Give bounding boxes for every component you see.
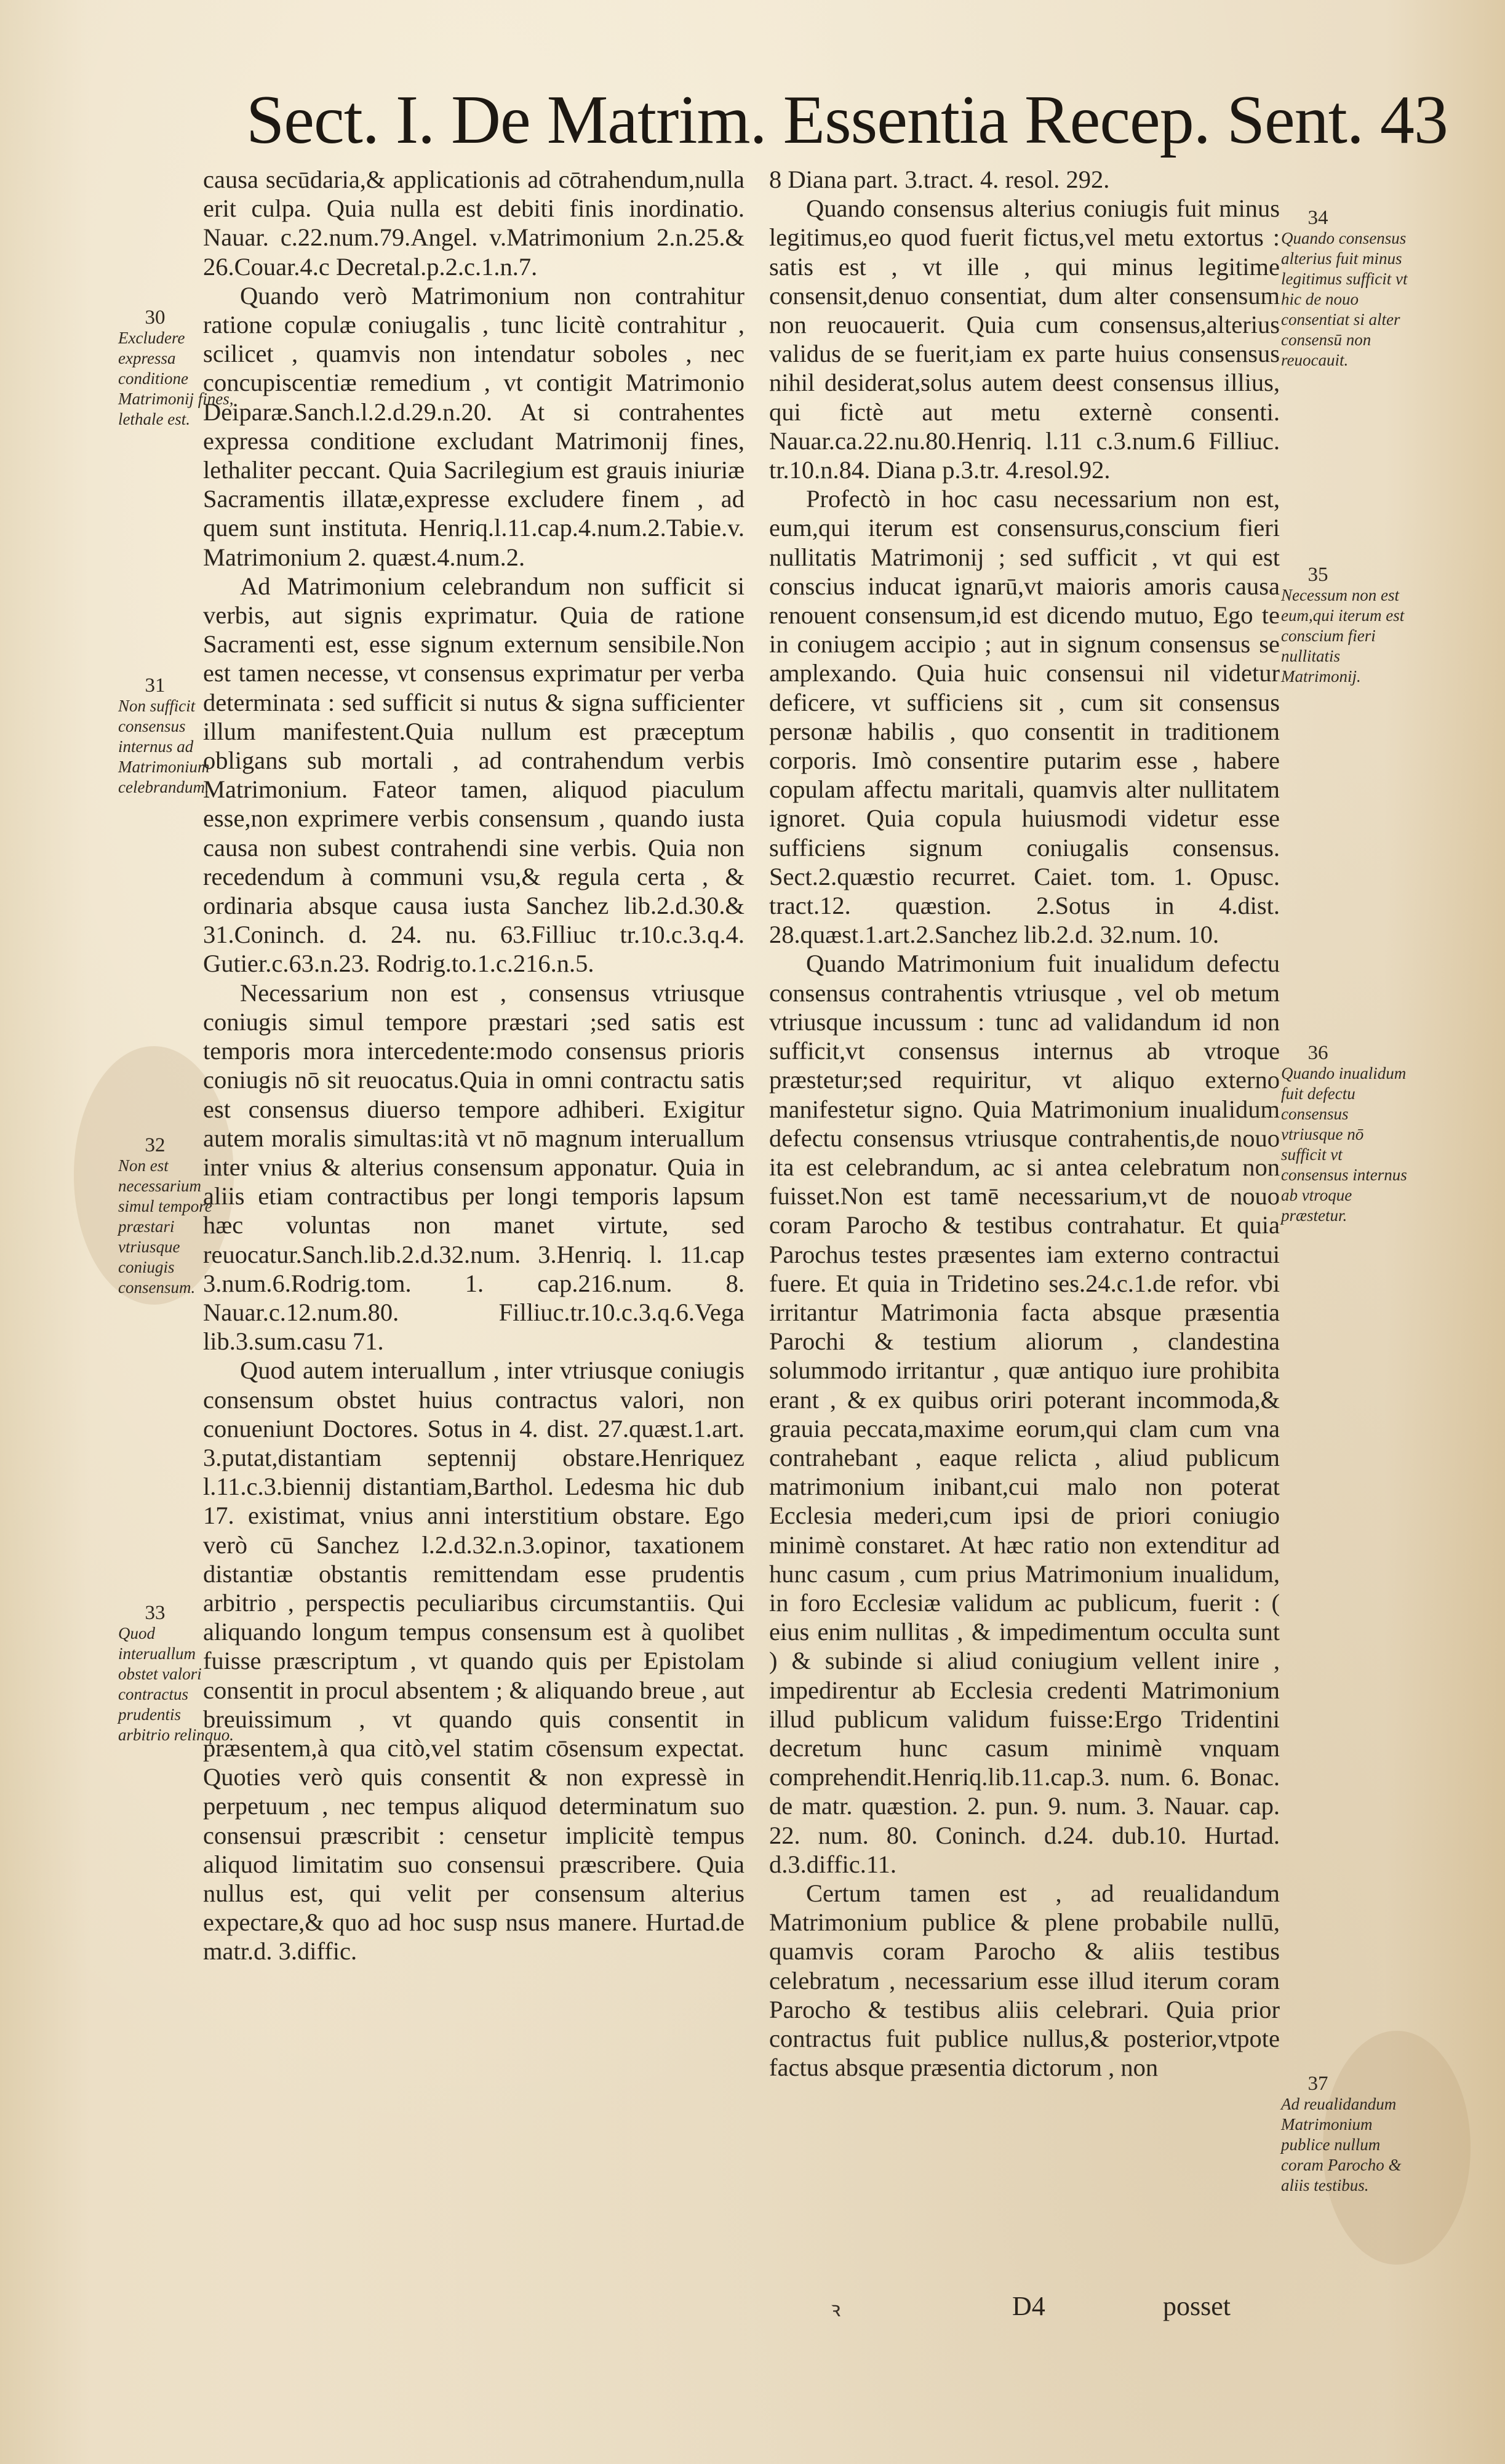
- paragraph: causa secūdaria,& applicationis ad cōtrahendum,nulla erit culpa. Quia nulla est debiti finis inordinatio. Nauar. c.22.num.79.Angel. v.Matrimonium 2.n.25.& 26.Couar.4.c Decretal.p.2.c.1.n.7.: [203, 166, 745, 281]
- margin-note-number: 35: [1307, 564, 1328, 586]
- margin-note-text: Quando consensus alterius fuit minus legitimus sufficit vt hic de nouo consentiat si alter consensū non reuocauit.: [1281, 229, 1408, 369]
- printer-mark: ꝛ: [831, 2298, 841, 2321]
- header-title: Sect. I. De Matrim. Essentia Recep. Sent.: [246, 82, 1363, 158]
- margin-note-34: [1281, 208, 1410, 370]
- paragraph: Necessarium non est , consensus vtriusque coniugis simul tempore præstari ;sed satis est temporis mora intercedente:modo consensus prioris coniugis nō sit reuocatus.Quia in omni contractu satis est consensus diuerso tempore adhiberi. Exigitur autem moralis simultas:ità vt nō magnum interuallum inter vnius & alterius consensum apponatur. Quia in aliis etiam contractibus per longi temporis lapsum hæc voluntas non manet virtute, sed reuocatur.Sanch.lib.2.d.32.num. 3.Henriq. l. 11.cap 3.num.6.Rodrig.tom. 1. cap.216.num. 8. Nauar.c.12.num.80. Filliuc.tr.10.c.3.q.6.Vega lib.3.sum.casu 71.: [203, 978, 745, 1356]
- margin-note-text: Excludere expressa conditione Matrimonij fines, lethale est.: [118, 329, 234, 428]
- paragraph: Quod autem interuallum , inter vtriusque coniugis consensum obstet huius contractus valori, non conueniunt Doctores. Sotus in 4. dist. 27.quæst.1.art. 3.putat,distantiam septennij obstare.Henriquez l.11.c.3.biennij distantiam,Barthol. Ledesma hic dub 17. existimat, vnius anni interstitium obstare. Ego verò cū Sanchez l.2.d.32.n.3.opinor, taxationem distantiæ obstantis remittendam esse prudentis arbitrio , perspectis peculiaribus circumstantiis. Qui aliquando longum tempus consensum est à quolibet fuisse præscriptum , vt quando quis per Epistolam consentit in procul absentem ; & aliquando breue , aut breuissimum , vt quando quis consentit in præsentem,à qua citò,vel statim cōsensum expectat. Quoties verò quis consentit & non expressè in perpetuum , nec tempus aliquod determinatum suo consensui præscribit : censetur implicitè tempus aliquod limitatim suo consensui præscribere. Quia nullus est, qui velit per consensum alterius expectare,& quo ad hoc susp nsus manere. Hurtad.de matr.d. 3.diffic.: [203, 1356, 745, 1966]
- paragraph: Certum tamen est , ad reualidandum Matrimonium publice & plene probabile nullū, quamvis coram Parocho & aliis testibus celebratum , necessarium esse illud iterum coram Parocho & testibus aliis celebrari. Quia prior contractus fuit publice nullus,& posterior,vtpote factus absque præsentia dictorum , non: [769, 1879, 1280, 2082]
- margin-note-text: Quando inualidum fuit defectu consensus vtriusque nō sufficit vt consensus internus ab vtroque præstetur.: [1281, 1064, 1407, 1225]
- paragraph: Quando Matrimonium fuit inualidum defectu consensus contrahentis vtriusque , vel ob metum vtriusque incussum : tunc ad validandum id non sufficit,vt consensus internus ab vtroque præstetur;sed requiritur, vt aliquo externo manifestetur signo. Quia Matrimonium inualidum defectu consensus vtriusque contrahentis,de nouo ita est celebrandum, ac si antea celebratum non fuisset.Non est tamē necessarium,vt de nouo coram Parocho & testibus contrahatur. Et quia Parochus testes præsentes iam externo contractui fuere. Et quia in Tridetino ses.24.c.1.de refor. vbi irritantur Matrimonia facta absque præsentia Parochi & testium aliorum , clandestina solummodo irritantur , quæ antiquo iure prohibita erant , & ex quibus oriri poterant incommoda,& grauia peccata,maxime eorum,qui clam cum vna contrahebant , eaque relicta , aliud publicum matrimonium inibant,cui malo non poterat Ecclesia mederi,cum ipsi de priori coniugio minimè constaret. At hæc ratio non extenditur ad hunc casum , cum prius Matrimonium inualidum, in foro Ecclesiæ validum ac publicum, fuerit : ( eius enim nullitas , & impedimentum occulta sunt ) & subinde si aliud coniugium vellent inire , impedirentur ab Ecclesia credenti Matrimonium illud publicum validum fuisse:Ergo Tridentini decretum hunc casum minimè vnquam comprehendit.Henriq.lib.11.cap.3. num. 6. Bonac. de matr. quæstion. 2. pun. 9. num. 3. Nauar. cap. 22. num. 80. Coninch. d.24. dub.10. Hurtad. d.3.diffic.11.: [769, 950, 1280, 1878]
- margin-note-number: 31: [145, 674, 166, 697]
- paragraph: Quando verò Matrimonium non contrahitur ratione copulæ coniugalis , tunc licitè contrahitur , scilicet , quamvis non intendatur soboles , nec concupiscentiæ remedium , vt contigit Matrimonio Deiparæ.Sanch.l.2.d.29.n.20. At si contrahentes expressa conditione excludant Matrimonij fines, lethaliter peccant. Quia Sacrilegium est grauis iniuriæ Sacramentis illatæ,expresse excludere finem , ad quem sunt instituta. Henriq.l.11.cap.4.num.2.Tabie.v. Matrimonium 2. quæst.4.num.2.: [203, 281, 745, 571]
- margin-note-number: 36: [1307, 1042, 1328, 1064]
- margin-note-37: [1281, 2074, 1410, 2196]
- page-number: 43: [1379, 82, 1448, 158]
- margin-note-35: [1281, 565, 1410, 687]
- margin-note-text: Non est necessarium simul tempore præstari vtriusque coniugis consensum.: [118, 1156, 212, 1297]
- margin-note-text: Necessum non est eum,qui iterum est conscium fieri nullitatis Matrimonij.: [1281, 586, 1405, 686]
- margin-note-number: 32: [145, 1134, 166, 1156]
- right-column: [769, 165, 1280, 2082]
- paragraph: Ad Matrimonium celebrandum non sufficit si verbis, aut signis exprimatur. Quia de ratione Sacramenti est, esse signum externum sensibile.Non est tamen necesse, vt consensus exprimatur per verba determinata : sed sufficit si nutus & signa sufficienter illum manifestent.Quia nullum est præceptum obligans sub mortali , ad contrahendum verbis Matrimonium. Fateor tamen, aliquod piaculum esse,non exprimere verbis consensum , quando iusta causa non subest contrahendi sine verbis. Quia non recedendum à communi vsu,& regula certa , & ordinaria absque causa iusta Sanchez lib.2.d.30.& 31.Coninch. d. 24. nu. 63.Filliuc tr.10.c.3.q.4. Gutier.c.63.n.23. Rodrig.to.1.c.216.n.5.: [203, 572, 745, 978]
- paragraph: Quando consensus alterius coniugis fuit minus legitimus,eo quod fuerit fictus,vel metu extortus : satis est , vt ille , qui minus legitime consensit,denuo consentiat, dum alter consensum non reuocauerit. Quia cum consensus,alterius validus de se fuerit,iam ex parte huius consensus nihil desiderat,solus autem deest consensus illius, qui fictè aut metu externè consenti. Nauar.ca.22.nu.80.Henriq. l.11 c.3.num.6 Filliuc. tr.10.n.84. Diana p.3.tr. 4.resol.92.: [769, 194, 1280, 484]
- paragraph: 8 Diana part. 3.tract. 4. resol. 292.: [769, 166, 1110, 193]
- signature-mark: D4: [1012, 2291, 1045, 2321]
- margin-note-number: 34: [1307, 207, 1328, 229]
- margin-note-text: Ad reualidandum Matrimonium publice nullum coram Parocho & aliis testibus.: [1281, 2095, 1402, 2194]
- paragraph: Profectò in hoc casu necessarium non est, eum,qui iterum est consensurus,conscium fieri nullitatis Matrimonij ; sed sufficit , vt qui est conscius inducat ignarū,vt maioris amoris causa renouent consensum,id est dicendo mutuo, Ego te in coniugem accipio ; aut in signum consensus se amplexando. Quia huic consensui nil videtur deficere, vt sufficiens sit , cum sit consensus personæ habilis , quo consentit in traditionem corporis. Imò consentire putarim esse , habere copulam affectu maritali, quamvis alter nullitatem ignoret. Quia copula huiusmodi videtur esse sufficiens signum coniugalis consensus. Sect.2.quæstio recurret. Caiet. tom. 1. Opusc. tract.12. quæstion. 2.Sotus in 4.dist. 28.quæst.1.art.2.Sanchez lib.2.d. 32.num. 10.: [769, 485, 1280, 949]
- catchword: posset: [1163, 2291, 1231, 2321]
- margin-note-text: Quod interuallum obstet valori contractus prudentis arbitrio relinquo.: [118, 1624, 234, 1744]
- margin-note-36: [1281, 1043, 1410, 1226]
- margin-note-number: 37: [1307, 2073, 1328, 2095]
- margin-note-number: 33: [145, 1602, 166, 1624]
- left-column: [203, 165, 745, 1966]
- running-header: [246, 80, 1448, 160]
- margin-note-text: Non sufficit consensus internus ad Matrimonium celebrandum.: [118, 697, 210, 796]
- margin-note-number: 30: [145, 306, 166, 329]
